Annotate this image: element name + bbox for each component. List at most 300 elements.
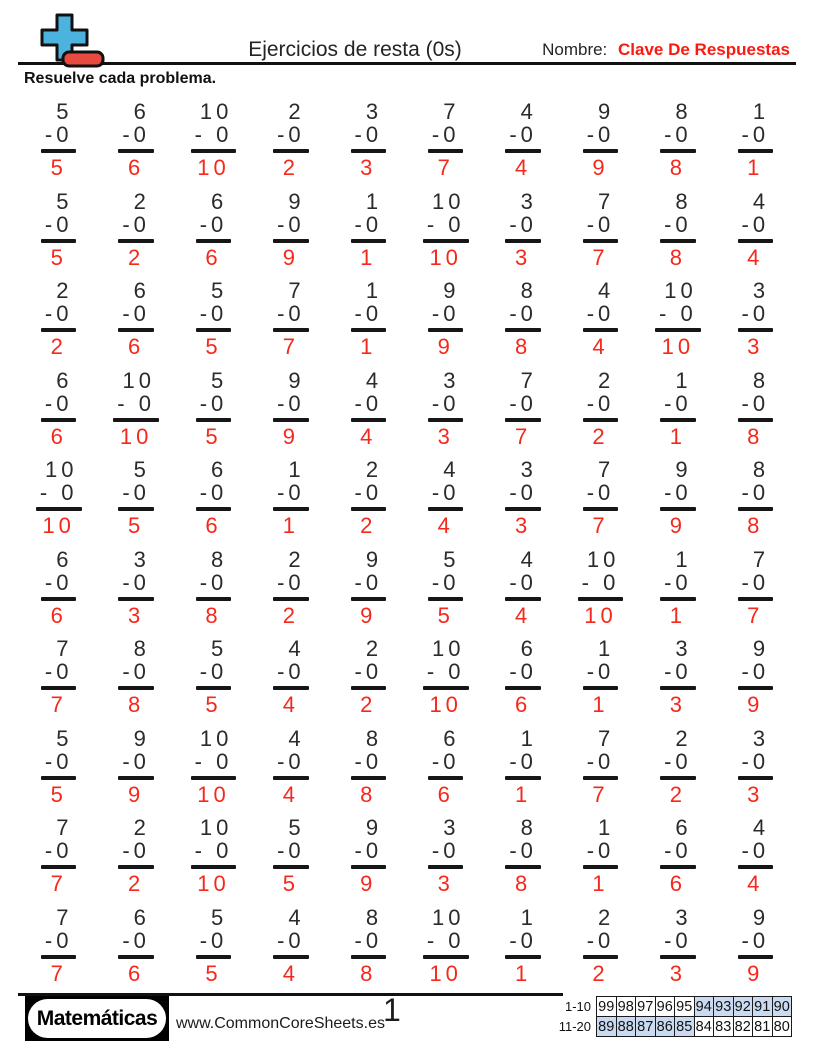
answer: 4 bbox=[282, 960, 300, 986]
subtrahend: -0 bbox=[199, 927, 228, 953]
subtraction-problem bbox=[742, 816, 770, 895]
problem-cell bbox=[330, 727, 407, 817]
subtrahend: -0 bbox=[664, 122, 692, 147]
answer-line bbox=[273, 328, 309, 332]
subtraction-problem bbox=[587, 369, 615, 448]
minuend: 3 bbox=[752, 725, 770, 751]
subtrahend: - 0 bbox=[426, 211, 465, 237]
subtraction-problem bbox=[432, 816, 460, 895]
problem-cell bbox=[330, 100, 407, 190]
minuend: 4 bbox=[443, 457, 460, 482]
subtraction-problem bbox=[432, 100, 460, 179]
problem-row bbox=[20, 637, 794, 727]
problem-cell bbox=[175, 279, 252, 369]
answer: 9 bbox=[127, 781, 145, 807]
answer: 2 bbox=[669, 781, 687, 807]
answer-line bbox=[41, 865, 77, 869]
minuend: 9 bbox=[598, 99, 615, 124]
answer: 8 bbox=[669, 155, 687, 180]
answer: 3 bbox=[669, 692, 687, 717]
answer: 9 bbox=[282, 423, 300, 449]
subtraction-problem bbox=[200, 279, 228, 358]
subtrahend: -0 bbox=[664, 390, 692, 416]
problem-cell bbox=[97, 190, 174, 280]
subtrahend: -0 bbox=[44, 569, 73, 595]
answer-line bbox=[738, 865, 774, 869]
answer-line bbox=[351, 507, 387, 511]
score-row bbox=[551, 1017, 792, 1037]
problem-cell bbox=[330, 637, 407, 727]
subtraction-problem bbox=[742, 458, 770, 537]
answer-line bbox=[351, 328, 387, 332]
answer-line bbox=[196, 239, 232, 243]
problem-cell bbox=[407, 458, 484, 548]
problem-cell bbox=[20, 100, 97, 190]
answer-line bbox=[351, 686, 387, 690]
answer-line bbox=[428, 776, 464, 780]
subtraction-problem bbox=[432, 369, 460, 448]
subtraction-problem bbox=[355, 458, 383, 537]
problem-cell bbox=[252, 816, 329, 906]
answer-line bbox=[351, 865, 387, 869]
subtrahend: -0 bbox=[354, 480, 383, 505]
answer: 4 bbox=[747, 871, 764, 896]
answer-line bbox=[273, 507, 309, 511]
minuend: 10 bbox=[122, 367, 155, 393]
answer-line bbox=[505, 418, 541, 422]
problem-cell bbox=[484, 190, 561, 280]
answer: 6 bbox=[127, 334, 145, 359]
answer: 4 bbox=[514, 155, 532, 180]
problem-cell bbox=[175, 816, 252, 906]
answer-line bbox=[273, 865, 309, 869]
subtraction-problem bbox=[587, 816, 615, 895]
problem-cell bbox=[20, 906, 97, 996]
problem-cell bbox=[330, 816, 407, 906]
answer-line bbox=[505, 686, 541, 690]
answer: 2 bbox=[360, 692, 377, 717]
subtraction-problem bbox=[277, 548, 305, 627]
subtraction-problem bbox=[742, 637, 770, 716]
subtraction-problem bbox=[427, 637, 465, 716]
minuend: 9 bbox=[365, 815, 383, 840]
minuend: 1 bbox=[752, 99, 770, 124]
name-value: Clave De Respuestas bbox=[618, 40, 790, 59]
minuend: 6 bbox=[133, 904, 150, 930]
answer: 8 bbox=[514, 871, 532, 896]
problem-row bbox=[20, 279, 794, 369]
minuend: 10 bbox=[199, 99, 233, 124]
answer-line bbox=[660, 776, 696, 780]
minuend: 3 bbox=[133, 546, 150, 572]
answer: 8 bbox=[747, 423, 764, 449]
subtraction-problem bbox=[427, 906, 465, 985]
minuend: 6 bbox=[675, 815, 692, 840]
subtrahend: -0 bbox=[199, 480, 228, 505]
problem-row bbox=[20, 906, 794, 996]
subtraction-problem bbox=[664, 369, 692, 448]
brand-badge bbox=[25, 996, 169, 1041]
answer-line bbox=[351, 418, 387, 422]
answer: 6 bbox=[205, 513, 222, 538]
subtrahend: -0 bbox=[664, 569, 692, 595]
answer-line bbox=[583, 328, 619, 332]
subtraction-problem bbox=[664, 816, 692, 895]
subtrahend: -0 bbox=[44, 659, 73, 684]
subtraction-problem bbox=[122, 548, 150, 627]
subtrahend: - 0 bbox=[581, 569, 620, 595]
answer-line bbox=[428, 418, 464, 422]
minuend: 1 bbox=[288, 457, 305, 482]
answer: 2 bbox=[592, 960, 609, 986]
subtraction-problem bbox=[45, 637, 73, 716]
subtraction-problem bbox=[742, 190, 770, 269]
minuend: 2 bbox=[365, 636, 383, 661]
score-cell: 99 bbox=[598, 998, 615, 1015]
subtraction-problem bbox=[742, 548, 770, 627]
answer-line bbox=[191, 865, 237, 869]
problem-cell bbox=[562, 369, 639, 459]
minuend: 9 bbox=[288, 367, 305, 393]
minuend: 3 bbox=[675, 636, 692, 661]
answer: 6 bbox=[514, 692, 532, 717]
answer: 4 bbox=[282, 781, 300, 807]
answer: 2 bbox=[127, 244, 145, 270]
minuend: 10 bbox=[199, 725, 233, 751]
minuend: 1 bbox=[675, 546, 692, 572]
score-cell: 96 bbox=[656, 998, 673, 1015]
minuend: 8 bbox=[365, 725, 383, 751]
answer: 4 bbox=[592, 334, 609, 359]
problem-cell bbox=[20, 190, 97, 280]
answer: 10 bbox=[584, 602, 617, 628]
subtrahend: -0 bbox=[122, 122, 150, 147]
logo-minus bbox=[63, 52, 103, 66]
problem-cell bbox=[639, 906, 716, 996]
answer: 6 bbox=[127, 960, 145, 986]
answer-line bbox=[505, 507, 541, 511]
subtrahend: -0 bbox=[586, 838, 615, 863]
score-cell: 81 bbox=[754, 1018, 771, 1035]
answer-line bbox=[738, 239, 774, 243]
subtraction-problem bbox=[200, 637, 228, 716]
subtraction-problem bbox=[355, 279, 383, 358]
subtrahend: -0 bbox=[509, 480, 537, 505]
subtrahend: - 0 bbox=[194, 748, 233, 774]
subtrahend: -0 bbox=[741, 927, 770, 953]
subtraction-problem bbox=[277, 816, 305, 895]
answer-line bbox=[428, 507, 464, 511]
subtrahend: -0 bbox=[122, 301, 150, 326]
minuend: 8 bbox=[365, 904, 383, 930]
answer-line bbox=[196, 507, 232, 511]
problem-cell bbox=[562, 458, 639, 548]
problem-cell bbox=[562, 279, 639, 369]
subtraction-problem bbox=[355, 637, 383, 716]
subtrahend: -0 bbox=[431, 838, 460, 863]
brand-name: Matemáticas bbox=[28, 999, 166, 1038]
problem-cell bbox=[330, 190, 407, 280]
answer: 9 bbox=[282, 244, 300, 270]
minuend: 10 bbox=[664, 278, 697, 303]
subtrahend: -0 bbox=[586, 390, 615, 416]
answer-line bbox=[738, 328, 774, 332]
minuend: 2 bbox=[133, 815, 150, 840]
page-number: 1 bbox=[383, 992, 401, 1028]
subtrahend: -0 bbox=[664, 838, 692, 863]
minuend: 3 bbox=[443, 815, 460, 840]
answer: 10 bbox=[429, 692, 462, 717]
problem-cell bbox=[330, 458, 407, 548]
answer: 9 bbox=[747, 692, 764, 717]
subtraction-problem bbox=[200, 369, 228, 448]
answer: 4 bbox=[282, 692, 300, 717]
answer-line bbox=[41, 328, 77, 332]
answer-line bbox=[273, 597, 309, 601]
minuend: 3 bbox=[675, 904, 692, 930]
subtraction-problem bbox=[355, 906, 383, 985]
minuend: 10 bbox=[199, 815, 233, 840]
answer-line bbox=[738, 418, 774, 422]
minuend: 2 bbox=[365, 457, 383, 482]
answer: 3 bbox=[437, 423, 454, 449]
subtraction-problem bbox=[195, 100, 233, 179]
problem-cell bbox=[562, 100, 639, 190]
minuend: 2 bbox=[288, 99, 305, 124]
subtraction-problem bbox=[587, 100, 615, 179]
answer: 10 bbox=[429, 244, 462, 270]
answer-line bbox=[36, 507, 82, 511]
answer: 6 bbox=[50, 602, 67, 628]
answer-line bbox=[738, 686, 774, 690]
answer-line bbox=[113, 418, 159, 422]
subtraction-problem bbox=[664, 100, 692, 179]
problem-cell bbox=[97, 637, 174, 727]
answer-line bbox=[196, 955, 232, 959]
score-cell: 90 bbox=[773, 998, 790, 1015]
answer-line bbox=[660, 507, 696, 511]
subtraction-problem bbox=[355, 190, 383, 269]
subtrahend: -0 bbox=[509, 569, 537, 595]
answer: 9 bbox=[360, 871, 377, 896]
subtraction-problem bbox=[45, 548, 73, 627]
problem-cell bbox=[252, 190, 329, 280]
subtrahend: -0 bbox=[122, 211, 150, 237]
subtrahend: -0 bbox=[509, 927, 537, 953]
minuend: 2 bbox=[56, 278, 73, 303]
subtraction-problem bbox=[509, 727, 537, 806]
minuend: 4 bbox=[752, 815, 770, 840]
answer: 7 bbox=[747, 602, 764, 628]
problem-cell bbox=[97, 369, 174, 459]
score-table-body bbox=[551, 997, 792, 1037]
answer-line bbox=[118, 776, 154, 780]
minuend: 3 bbox=[520, 188, 537, 214]
minuend: 6 bbox=[133, 278, 150, 303]
minuend: 7 bbox=[598, 725, 615, 751]
problem-row bbox=[20, 100, 794, 190]
answer: 8 bbox=[360, 781, 377, 807]
minuend: 2 bbox=[288, 546, 305, 572]
subtrahend: -0 bbox=[509, 838, 537, 863]
answer-line bbox=[423, 686, 469, 690]
subtraction-problem bbox=[122, 190, 150, 269]
answer-line bbox=[505, 597, 541, 601]
subtrahend: -0 bbox=[586, 122, 615, 147]
subtraction-problem bbox=[117, 369, 155, 448]
problem-cell bbox=[330, 906, 407, 996]
problem-cell bbox=[20, 816, 97, 906]
subtrahend: -0 bbox=[509, 211, 537, 237]
answer-line bbox=[428, 865, 464, 869]
minuend: 7 bbox=[598, 457, 615, 482]
subtrahend: -0 bbox=[354, 301, 383, 326]
problem-cell bbox=[562, 190, 639, 280]
subtraction-problem bbox=[200, 458, 228, 537]
problem-cell bbox=[484, 548, 561, 638]
subtrahend: -0 bbox=[586, 211, 615, 237]
answer: 8 bbox=[514, 334, 532, 359]
answer: 4 bbox=[747, 244, 764, 270]
answer: 7 bbox=[50, 692, 67, 717]
minuend: 7 bbox=[56, 815, 73, 840]
subtrahend: -0 bbox=[354, 838, 383, 863]
problem-cell bbox=[407, 637, 484, 727]
problem-cell bbox=[175, 369, 252, 459]
subtrahend: -0 bbox=[277, 569, 305, 595]
subtraction-problem bbox=[509, 100, 537, 179]
problem-cell bbox=[20, 279, 97, 369]
subtraction-problem bbox=[355, 100, 383, 179]
subtraction-problem bbox=[122, 100, 150, 179]
subtrahend: -0 bbox=[199, 659, 228, 684]
minuend: 4 bbox=[288, 904, 305, 930]
answer: 10 bbox=[42, 513, 75, 538]
problem-cell bbox=[717, 816, 794, 906]
problem-cell bbox=[717, 637, 794, 727]
subtrahend: - 0 bbox=[39, 480, 78, 505]
subtraction-problem bbox=[742, 279, 770, 358]
problem-cell bbox=[175, 190, 252, 280]
answer-line bbox=[273, 686, 309, 690]
subtrahend: -0 bbox=[509, 122, 537, 147]
minuend: 10 bbox=[432, 636, 465, 661]
subtrahend: -0 bbox=[199, 390, 228, 416]
name-label: Nombre: bbox=[542, 40, 608, 59]
answer: 10 bbox=[197, 155, 230, 180]
problem-cell bbox=[97, 458, 174, 548]
subtrahend: -0 bbox=[354, 569, 383, 595]
subtrahend: -0 bbox=[741, 659, 770, 684]
minuend: 4 bbox=[365, 367, 383, 393]
subtrahend: -0 bbox=[741, 301, 770, 326]
answer-line bbox=[118, 328, 154, 332]
minuend: 8 bbox=[211, 546, 228, 572]
problem-cell bbox=[175, 906, 252, 996]
subtraction-problem bbox=[122, 279, 150, 358]
name-block bbox=[542, 40, 790, 60]
answer: 7 bbox=[282, 334, 300, 359]
answer: 5 bbox=[282, 871, 300, 896]
answer: 3 bbox=[747, 781, 764, 807]
answer: 7 bbox=[592, 513, 609, 538]
answer-line bbox=[660, 686, 696, 690]
subtrahend: -0 bbox=[509, 390, 537, 416]
subtrahend: -0 bbox=[277, 838, 305, 863]
minuend: 6 bbox=[443, 725, 460, 751]
answer: 3 bbox=[514, 244, 532, 270]
answer-line bbox=[583, 418, 619, 422]
subtrahend: - 0 bbox=[194, 838, 233, 863]
problem-cell bbox=[484, 637, 561, 727]
answer: 3 bbox=[127, 602, 145, 628]
subtrahend: -0 bbox=[664, 748, 692, 774]
answer-line bbox=[196, 686, 232, 690]
answer-line bbox=[273, 239, 309, 243]
subtrahend: -0 bbox=[354, 390, 383, 416]
answer-line bbox=[41, 149, 77, 153]
subtrahend: -0 bbox=[44, 301, 73, 326]
answer-line bbox=[191, 149, 237, 153]
answer-line bbox=[41, 686, 77, 690]
minuend: 1 bbox=[598, 815, 615, 840]
problem-cell bbox=[97, 906, 174, 996]
minuend: 9 bbox=[133, 725, 150, 751]
answer: 5 bbox=[437, 602, 454, 628]
plus-minus-logo-icon bbox=[33, 12, 109, 70]
subtrahend: -0 bbox=[277, 748, 305, 774]
subtraction-problem bbox=[122, 637, 150, 716]
subtraction-problem bbox=[200, 190, 228, 269]
problem-cell bbox=[407, 190, 484, 280]
answer: 2 bbox=[592, 423, 609, 449]
answer-line bbox=[273, 149, 309, 153]
minuend: 1 bbox=[675, 367, 692, 393]
answer-line bbox=[351, 776, 387, 780]
answer: 5 bbox=[127, 513, 145, 538]
answer: 2 bbox=[282, 602, 300, 628]
score-cell: 89 bbox=[598, 1018, 615, 1035]
website-url: www.CommonCoreSheets.es bbox=[176, 1015, 385, 1032]
answer-line bbox=[428, 328, 464, 332]
subtraction-problem bbox=[45, 906, 73, 985]
subtraction-problem bbox=[45, 100, 73, 179]
answer: 1 bbox=[360, 244, 377, 270]
minuend: 5 bbox=[443, 546, 460, 572]
minuend: 8 bbox=[133, 636, 150, 661]
minuend: 8 bbox=[520, 815, 537, 840]
answer-line bbox=[41, 597, 77, 601]
minuend: 8 bbox=[752, 367, 770, 393]
subtrahend: -0 bbox=[354, 122, 383, 147]
problem-cell bbox=[717, 458, 794, 548]
problem-cell bbox=[252, 727, 329, 817]
minuend: 6 bbox=[211, 457, 228, 482]
problem-cell bbox=[97, 100, 174, 190]
answer: 9 bbox=[592, 155, 609, 180]
subtraction-problem bbox=[277, 279, 305, 358]
subtrahend: -0 bbox=[199, 211, 228, 237]
answer: 10 bbox=[429, 960, 462, 986]
header-divider bbox=[18, 62, 796, 65]
subtrahend: -0 bbox=[277, 301, 305, 326]
minuend: 5 bbox=[56, 188, 73, 214]
minuend: 10 bbox=[586, 546, 620, 572]
score-cell: 85 bbox=[676, 1018, 693, 1035]
minuend: 4 bbox=[288, 636, 305, 661]
subtraction-problem bbox=[277, 190, 305, 269]
subtraction-problem bbox=[277, 906, 305, 985]
